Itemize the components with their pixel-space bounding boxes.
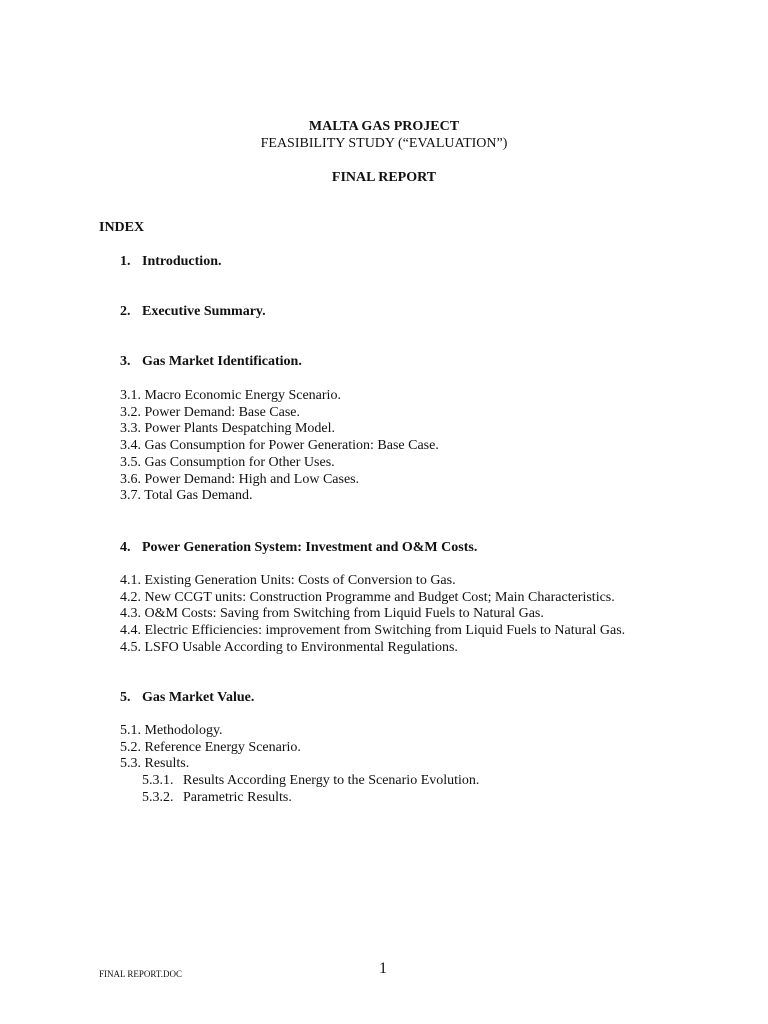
section-5-items xyxy=(120,723,479,807)
index-item: 5.2. Reference Energy Scenario. xyxy=(120,739,301,755)
section-number: 3. xyxy=(120,354,131,369)
section-heading-2 xyxy=(120,304,266,321)
section-heading-4 xyxy=(120,540,477,557)
subitem-number: 5.3.1. xyxy=(142,773,174,789)
index-heading: INDEX xyxy=(99,220,145,235)
index-item: 3.1. Macro Economic Energy Scenario. xyxy=(120,388,341,403)
index-item: 3.7. Total Gas Demand. xyxy=(120,488,253,504)
index-item: 3.4. Gas Consumption for Power Generation: Base Case. xyxy=(120,438,439,454)
index-item: 4.2. New CCGT units: Construction Programme and Budget Cost; Main Characteristics. xyxy=(120,589,615,605)
study-title: FEASIBILITY STUDY (“EVALUATION”) xyxy=(260,136,508,151)
section-heading-5 xyxy=(120,690,254,707)
subitem-text: Parametric Results. xyxy=(183,789,292,805)
page-number: 1 xyxy=(379,960,387,977)
subitem-number: 5.3.2. xyxy=(142,789,174,805)
index-subitem xyxy=(120,773,479,790)
section-3-items xyxy=(120,388,439,505)
section-title: Executive Summary. xyxy=(142,304,266,319)
section-heading-3 xyxy=(120,354,302,371)
index-item: 4.4. Electric Efficiencies: improvement from Switching from Liquid Fuels to Natural Gas. xyxy=(120,623,626,639)
index-item: 4.3. O&M Costs: Saving from Switching from Liquid Fuels to Natural Gas. xyxy=(120,606,544,622)
index-subitem xyxy=(120,790,479,807)
section-title: Introduction. xyxy=(142,254,222,269)
index-item: 3.5. Gas Consumption for Other Uses. xyxy=(120,454,335,470)
index-item: 4.1. Existing Generation Units: Costs of Conversion to Gas. xyxy=(120,573,456,588)
section-title: Gas Market Value. xyxy=(142,690,255,705)
report-title: FINAL REPORT xyxy=(331,170,437,185)
section-title: Gas Market Identification. xyxy=(142,354,302,369)
section-number: 5. xyxy=(120,690,131,705)
index-item: 5.3. Results. xyxy=(120,756,190,772)
index-item: 3.3. Power Plants Despatching Model. xyxy=(120,421,336,437)
index-item: 3.6. Power Demand: High and Low Cases. xyxy=(120,471,360,487)
index-item: 3.2. Power Demand: Base Case. xyxy=(120,404,301,420)
index-item: 5.1. Methodology. xyxy=(120,723,223,738)
index-item: 4.5. LSFO Usable According to Environmental Regulations. xyxy=(120,639,458,655)
footer-filename: FINAL REPORT.DOC xyxy=(99,969,182,979)
section-number: 2. xyxy=(120,304,131,319)
section-number: 4. xyxy=(120,540,131,555)
section-heading-1 xyxy=(120,254,221,271)
project-title: MALTA GAS PROJECT xyxy=(308,119,460,134)
section-title: Power Generation System: Investment and O&M Costs. xyxy=(142,540,478,555)
subitem-text: Results According Energy to the Scenario Evolution. xyxy=(183,773,480,789)
section-number: 1. xyxy=(120,254,131,269)
section-4-items xyxy=(120,573,625,657)
